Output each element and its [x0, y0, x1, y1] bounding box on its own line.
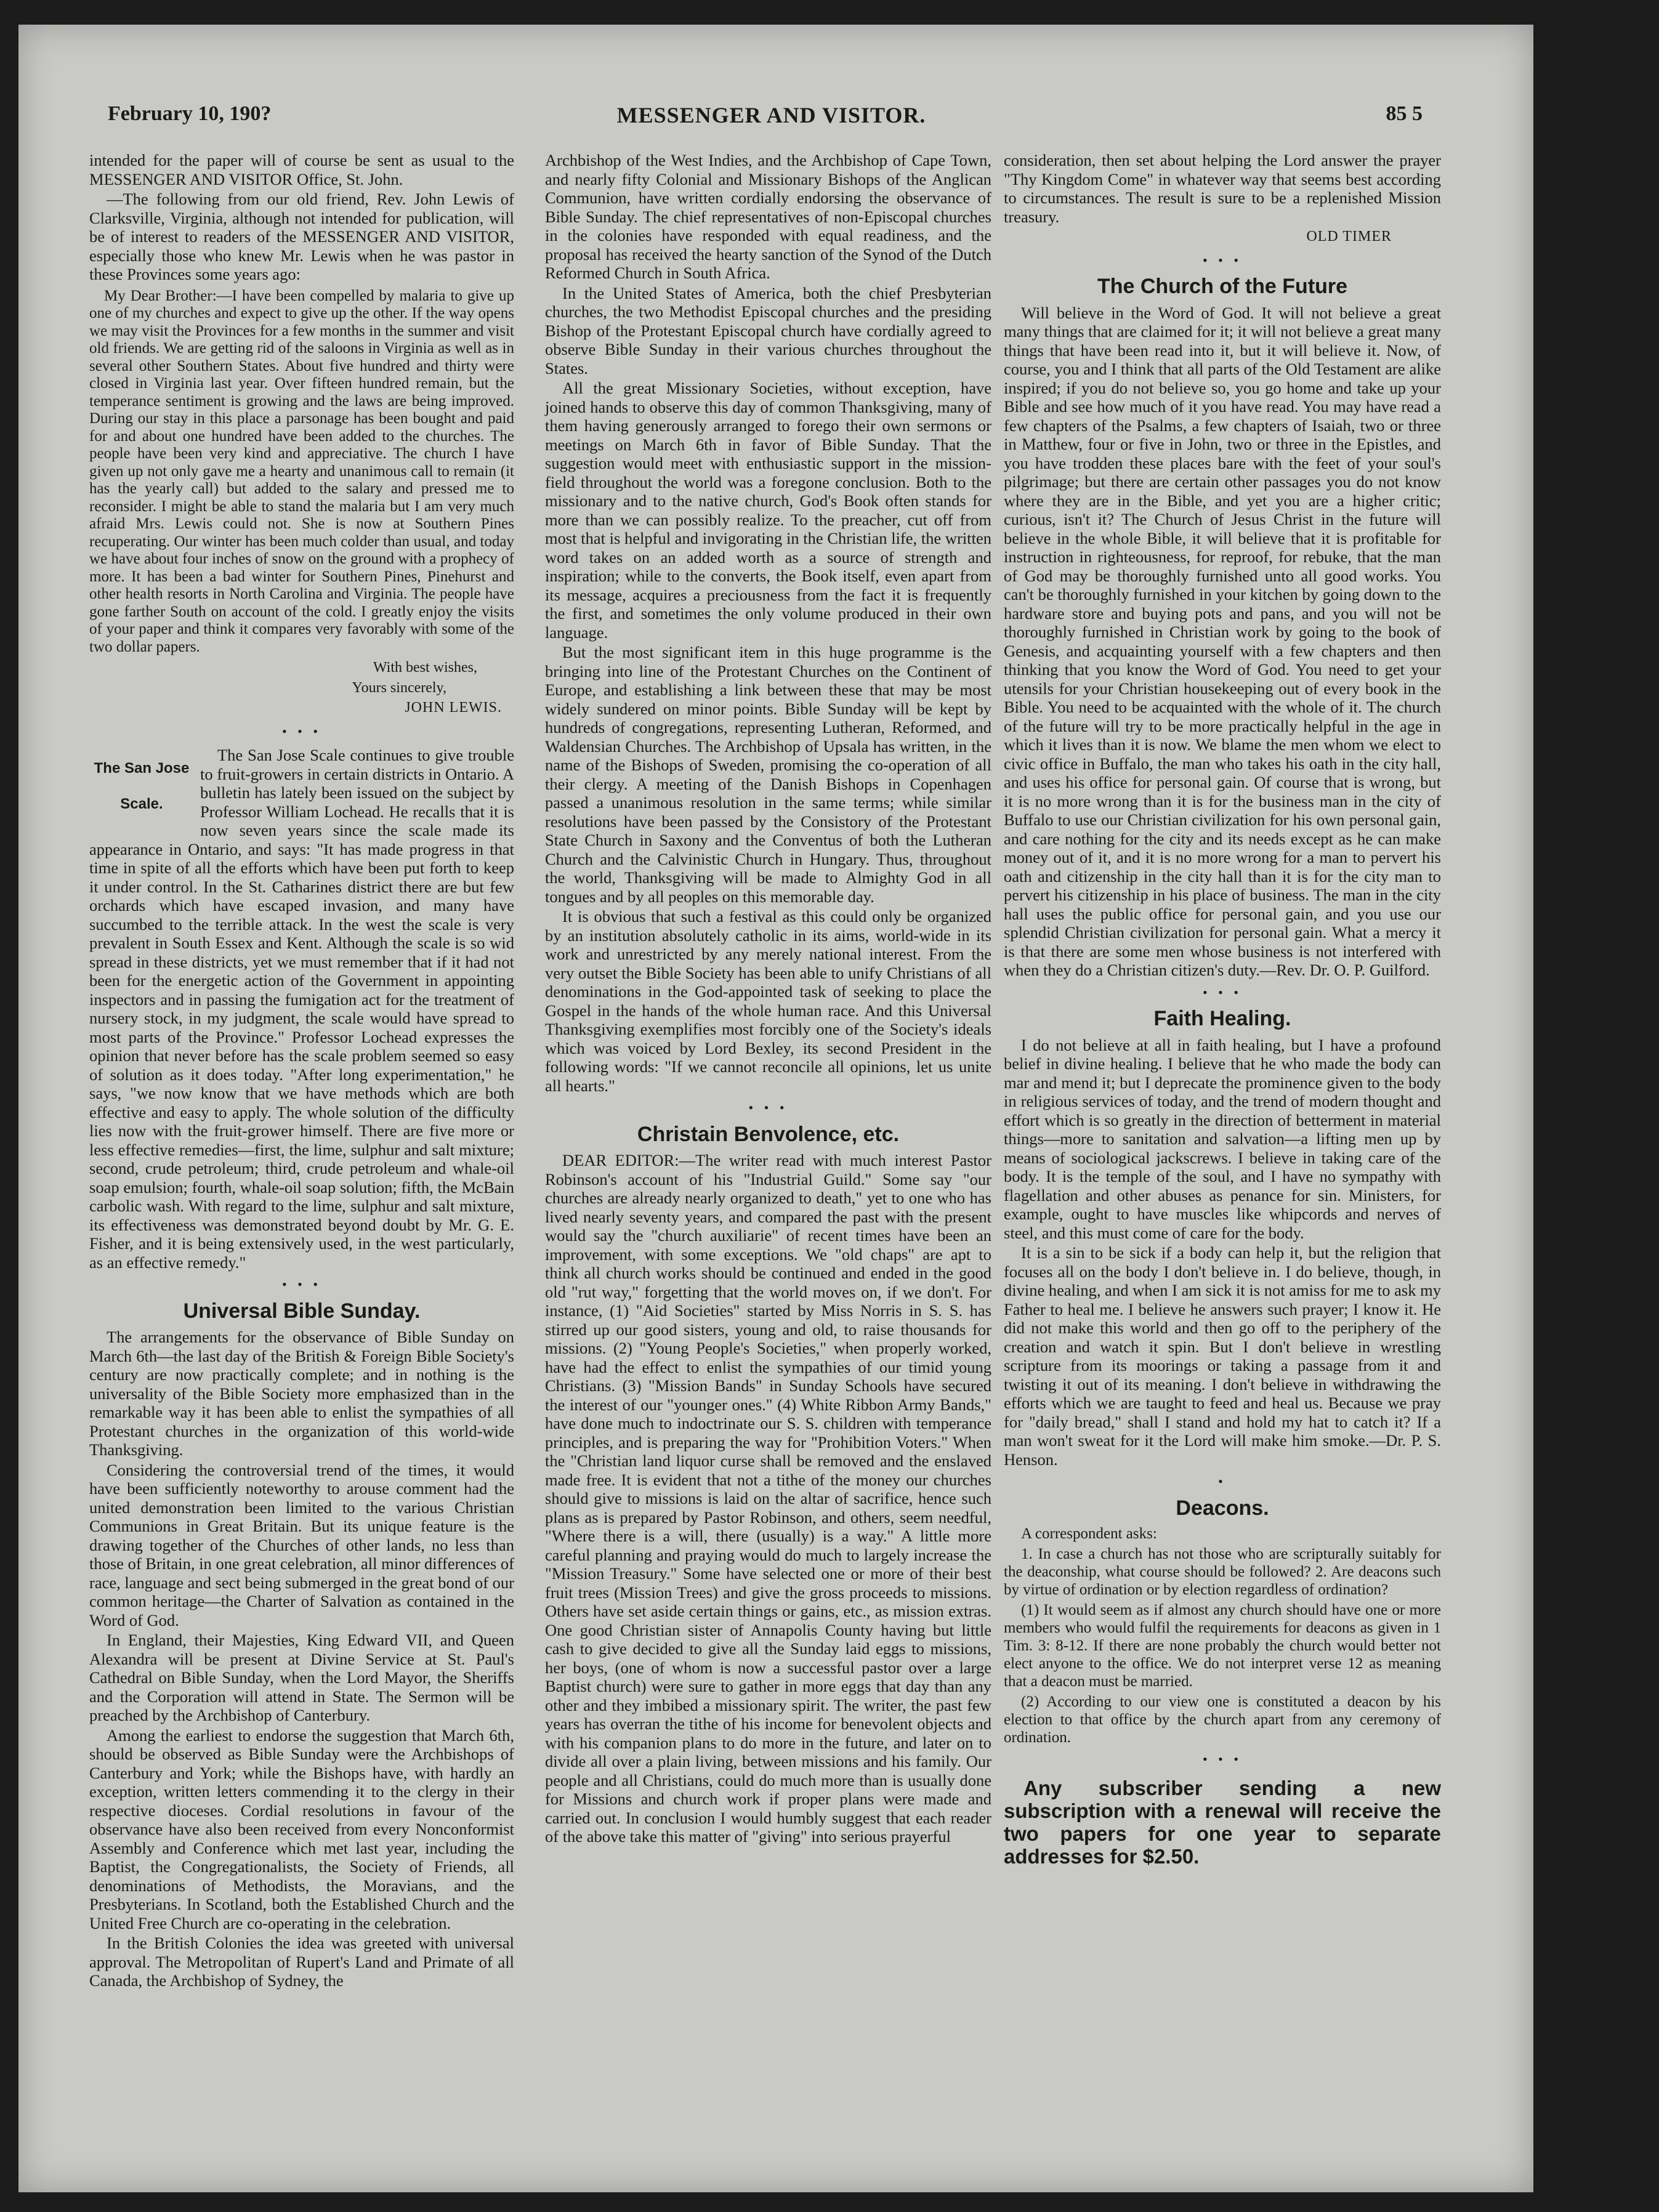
section-divider: •: [1218, 1474, 1227, 1489]
deacons-question: 1. In case a church has not those who are scripturally suitably for the deaconship, what course should be followed? 2. Are deacons such by virtue of ordination or by election regardless of ordination?: [1004, 1546, 1441, 1598]
paragraph: intended for the paper will of course be sent as usual to the MESSENGER AND VISITOR Office, St. John.: [89, 151, 514, 188]
side-heading-line: Scale.: [120, 796, 163, 812]
paragraph: In the British Colonies the idea was greeted with universal approval. The Metropolitan of Rupert's Land and Primate of all Canada, the Archbishop of Sydney, the: [89, 1934, 514, 1990]
san-jose-scale-article: The San Jose Scale continues to give trouble to fruit-growers in certain districts in Ontario. A bulletin has lately been issued on the subject by Professor William Lochead. He recalls that it is now seven years since the scale made its appearance in Ontario, and says: "It has made progress in that time in spite of all the efforts which have been put forth to keep it under control. In the St. Catharines district there are but few orchards which have escaped invasion, and many have succumbed to the terrible attack. In the west the scale is very prevalent in South Essex and Kent. Although the scale is so wid spread in these districts, yet we must remember that if it had not been for the energetic action of the Government in appointing inspectors and in passing the fumigation act for the treatment of nursery stock, in my judgment, the scale would have spread to most parts of the Province." Professor Lochead expresses the opinion that never before has the scale problem seemed so easy of solution as it does today. "After long experimentation," he says, "we now know that we have methods which are both effective and easy to apply. The whole solution of the difficulty lies now with the fruit-grower himself. There are five more or less effective remedies—first, the lime, sulphur and salt mixture; second, crude petroleum; third, crude petroleum and whale-oil soap emulsion; fourth, whale-oil soap solution; fifth, the McBain carbolic wash. With regard to the lime, sulphur and salt mixture, its effectiveness was demonstrated beyond doubt by Mr. G. E. Fisher, and it is being extensively used, in the west particularly, as an effective remedy.": [89, 746, 514, 1272]
letter-signature: JOHN LEWIS.: [405, 700, 502, 716]
paragraph: The arrangements for the observance of Bible Sunday on March 6th—the last day of the British & Foreign Bible Society's century are now practically complete; and in nothing is the universality of the Bible Society more emphasized than in the remarkable way it has been able to enlist the sympathies of all Protestant churches in the organization of this world-wide Thanksgiving.: [89, 1328, 514, 1459]
paragraph: In the United States of America, both the chief Presbyterian churches, the two Methodist Episcopal churches and the presiding Bishop of the Protestant Episcopal church have cordially agreed to observe Bible Sunday in their various churches throughout the States.: [545, 283, 991, 377]
section-divider: • • •: [1202, 1751, 1243, 1767]
paragraph: Will believe in the Word of God. It will not believe a great many things that are claimed for it; it will not believe a great many things that have been read into it, but it will believe it. Now, of course, you and I think that all parts of the Old Testament are alike inspired; if you do not believe so, you go home and take up your Bible and see how much of it you have read. You may have read a few chapters of the Psalms, a few chapters of Isaiah, two or three in Matthew, four or five in John, two or three in the Epistles, and you have trodden these places bare with the feet of your soul's pilgrimage; but there are certain other passages you do not know where they are in the Bible, and yet you are a higher critic; curious, isn't it? The Church of Jesus Christ in the future will believe in the whole Bible, it will believe that it is profitable for instruction in righteousness, for reproof, for rebuke, that the man of God may be thoroughly furnished unto all good works. You can't be thoroughly furnished in your kitchen by going down to the hardware store and buying pots and pans, and you will not be thoroughly furnished in Christian work by going to the book of Genesis, and acquainting yourself with a few chapters and then thinking that you know the Word of God. You need to get your utensils for your Christian housekeeping out of every book in the Bible. You need to be acquainted with the whole of it. The church of the future will try to be more practically helpful in the age in which it lives than it is now. We blame the men whom we elect to civic office in Buffalo, the man who takes his oath in the city hall, and uses his office for personal gain. Of course that is wrong, but it is no more wrong than it is for the business man in the city of Buffalo to use our Christian civilization for his own personal gain, and care nothing for the city and its needs except as he can make money out of it, and it is no more wrong for a man to pervert his oath and citizenship in the city hall than it is for the city man to pervert his citizenship in his place of business. The man in the city hall uses the public office for personal gain, and you use our splendid Christian civilization for personal gain. What a mercy it is that there are some men whose business is not interfered with when they do a Christian citizen's duty.—Rev. Dr. O. P. Guilford.: [1004, 303, 1441, 979]
letter-body: My Dear Brother:—I have been compelled by malaria to give up one of my churches and expect to give up the other. If the way opens we may visit the Provinces for a few months in the summer and visit old friends. We are getting rid of the saloons in Virginia as well as in several other Southern States. About five hundred and thirty were closed in Virginia last year. Over fifteen hundred remain, but the temperance sentiment is growing and the laws are being improved. During our stay in this place a parsonage has been bought and paid for and about one hundred have been added to the churches. The people have been very kind and appreciative. The church I have given up not only gave me a hearty and unanimous call to remain (it has the yearly call) but added to the salary and pressed me to reconsider. I might be able to stand the malaria but I am very much afraid Mrs. Lewis could not. She is now at Southern Pines recuperating. Our winter has been much colder than usual, and today we have about four inches of snow on the ground with a prophecy of more. It has been a bad winter for Southern Pines, Pinehurst and other health resorts in North Carolina and Virginia. The people have gone farther South on account of the cold. I greatly enjoy the visits of your paper and think it compares very favorably with some of the two dollar papers.: [89, 287, 514, 655]
christian-benevolence-heading: Christain Benvolence, etc.: [637, 1122, 900, 1146]
section-divider: • • •: [748, 1100, 788, 1115]
deacons-answer: (2) According to our view one is constituted a deacon by his election to that office by the church apart from any ceremony of ordination.: [1004, 1693, 1441, 1746]
paragraph: I do not believe at all in faith healing, but I have a profound belief in divine healing. I believe that he who made the body can mar and mend it; but I deprecate the prominence given to the body in religious services of today, and the trend of modern thought and effort which is so greatly in the direction of betterment in material things—more to sanitation and salvation—a lifting men up by means of sociological jackscrews. I believe in taking care of the body. It is the temple of the soul, and I have no sympathy with flagellation and other abuses as penance for sin. Ministers, for example, ought to have muscles like whipcords and nerves of steel, and this must come of care for the body.: [1004, 1035, 1441, 1242]
paragraph: consideration, then set about helping the Lord answer the prayer "Thy Kingdom Come" in whatever way that seems best according to circumstances. The result is sure to be a replenished Mission treasury.: [1004, 151, 1441, 226]
side-heading-line: The San Jose: [94, 760, 190, 777]
paragraph: Archbishop of the West Indies, and the Archbishop of Cape Town, and nearly fifty Colonial and Missionary Bishops of the Anglican Communion, have written cordially endorsing the observance of Bible Sunday. The chief representatives of non-Episcopal churches in the colonies have responded with equal readiness, and the proposal has received the hearty sanction of the Synod of the Dutch Reformed Church in South Africa.: [545, 151, 991, 282]
paragraph: But the most significant item in this huge programme is the bringing into line of the Protestant Churches on the Continent of Europe, and establishing a link between these that may be most widely sundered on minor points. Bible Sunday will be kept by hundreds of congregations, representing Lutheran, Reformed, and Waldensian Churches. The Archbishop of Upsala has written, in the name of the Bishops of Sweden, promising the co-operation of all their clergy. A meeting of the Danish Bishops in Copenhagen passed a unanimous resolution in the same terms; while similar resolutions have been passed by the Consistory of the Protestant State Church in Saxony and the Conventus of both the Lutheran Church and the Calvinistic Church in Hungary. Thus, throughout the world, Thanksgiving will be made to Almighty God in all tongues and by all peoples on this memorable day.: [545, 643, 991, 906]
paragraph: Among the earliest to endorse the suggestion that March 6th, should be observed as Bible Sunday were the Archbishops of Canterbury and York; while the Bishops have, with hardly an exception, written letters commending it to the clergy in their respective dioceses. Cordial resolutions in favour of the observance have also been received from every Nonconformist Assembly and Conference which met last year, including the Baptist, the Congregationalists, the Society of Friends, all denominations of Methodists, the Moravians, and the Presbyterians. In Scotland, both the Established Church and the United Free Church are co-operating in the celebration.: [89, 1726, 514, 1932]
letter-closing: Yours sincerely,: [352, 679, 446, 696]
paragraph: All the great Missionary Societies, without exception, have joined hands to observe this day of common Thanksgiving, many of them having generously arranged to forego their own sermons or meetings on March 6th in favor of Bible Sunday. That the suggestion would meet with enthusiastic support in the mission-field throughout the world was a foregone conclusion. Both to the missionary and to the native church, God's Book often stands for more than we can possibly realize. To the preacher, cut off from most that is helpful and invigorating in the Christian life, the written word takes on an added worth as a source of strength and inspiration; while to the converts, the Book itself, even apart from its message, acquires a preciousness from the fact it is frequently the first, and sometimes the only volume produced in their own language.: [545, 379, 991, 642]
deacons-heading: Deacons.: [1176, 1496, 1269, 1520]
benevolence-letter: DEAR EDITOR:—The writer read with much interest Pastor Robinson's account of his "Industrial Guild." Some say "our churches are already nearly organized to death," yet to one who has lived nearly seventy years, and compared the past with the present would say the "church auxiliarie" of recent times have been an improvement, with some exceptions. We "old chaps" are apt to think all church works should be continued and ended in the good old "rut way," forgetting that the world moves on, if we don't. For instance, (1) "Aid Societies" started by Miss Norris in S. S. has stirred up our good sisters, young and old, to raise thousands for missions. (2) "Young People's Societies," when properly worked, have had the effect to enlist the sympathies of our timid young Christians. (3) "Mission Bands" in Sunday Schools have secured the interest of our "younger ones." (4) White Ribbon Army Bands," have done much to indoctrinate our S. S. children with temperance principles, and is preparing the way for "Prohibition Voters." When the "Christian land liquor curse shall be removed and the enslaved made free. It is evident that not a tithe of the money our churches should give to missions is laid on the altar of sacrifice, hence such plans as is prepared by Pastor Robinson, and others, seem needful, "Where there is a will, there (usually) is a way." A little more careful planning and praying would do much to largely increase the "Mission Treasury." Some have selected one or more of their best fruit trees (Mission Trees) and give the gross proceeds to missions. Others have set aside certain things or gains, etc., as mission extras. One good Christian sister of Annapolis County having but little cash to give decided to give all the Sunday laid eggs to missions, her boys, (one of whom is now a successful pastor over a large Baptist church) were sure to gather in more eggs that day than any other and they imbibed a missionary spirit. The writer, the past few years has overran the tithe of his income for benevolent objects and with his companion plans to do more in the future, and later on to divide all over a plain living, between missions and his family. Our people and all Christians, could do much more than is usually done for Missions and church work if proper plans were made and carried out. In conclusion I would humbly suggest that each reader of the above take this matter of "giving" into serious prayerful: [545, 1151, 991, 1846]
masthead-title: MESSENGER AND VISITOR.: [616, 103, 926, 127]
deacons-section: [1004, 1525, 1441, 1746]
section-divider: • • •: [1202, 984, 1243, 1000]
paragraph: It is obvious that such a festival as this could only be organized by an institution absolutely catholic in its aims, world-wide in its work and unrestricted by any merely national interest. From the very outset the Bible Society has been able to unify Christians of all denominations in the God-appointed task of seeking to place the Gospel in the hands of the whole human race. And this Universal Thanksgiving exemplifies most forcibly one of the Society's ideals which was voiced by Lord Bexley, its second President in the following words: "If we cannot reconcile all opinions, let us unite all hearts.": [545, 907, 991, 1095]
column-2: [545, 151, 991, 1847]
letter-closing: With best wishes,: [373, 660, 477, 676]
subscription-advertisement: Any subscriber sending a new subscription with a renewal will receive the two papers for one year to separate addresses for $2.50.: [1004, 1776, 1441, 1868]
side-heading: [89, 751, 194, 822]
newspaper-page: [18, 25, 1533, 2192]
paragraph: It is a sin to be sick if a body can help it, but the religion that focuses all on the body I don't believe in. I do believe, though, in divine healing, and when I am sick it is not amiss for me to ask my Father to heal me. I believe he answers such prayer; I know it. He did not make this world and then go off to the periphery of the creation and watch it spin. But I don't believe in wrestling scripture from its moorings or taking a passage from it and twisting it out of its meaning. I don't believe in withdrawing the efforts which we are taught to feed and heal us. Because we pray for "daily bread," shall I stand and hold my hat to catch it? If a man won't sweat for it the Lord will make him smoke.—Dr. P. S. Henson.: [1004, 1243, 1441, 1469]
paragraph: Considering the controversial trend of the times, it would have been sufficiently noteworthy to arouse comment had the united demonstration been limited to the various Christian Communions in Great Britain. But its unique feature is the drawing together of the Churches of other lands, no less than those of Britain, in one great celebration, all minor differences of race, language and sect being submerged in the great bond of our common heritage—the Charter of Salvation as contained in the Word of God.: [89, 1460, 514, 1629]
church-of-the-future-heading: The Church of the Future: [1097, 275, 1348, 298]
paragraph: —The following from our old friend, Rev. John Lewis of Clarksville, Virginia, although not intended for publication, will be of interest to readers of the MESSENGER AND VISITOR, especially those who knew Mr. Lewis when he was pastor in these Provinces some years ago:: [89, 190, 514, 283]
deacons-answer: (1) It would seem as if almost any church should have one or more members who would fulfil the requirements for deacons as given in 1 Tim. 3: 8-12. If there are none probably the church would better not elect anyone to the office. We do not interpret verse 12 as meaning that a deacon must be married.: [1004, 1602, 1441, 1690]
page-header: [108, 80, 1435, 127]
universal-bible-sunday-heading: Universal Bible Sunday.: [183, 1299, 421, 1323]
column-1: [89, 151, 514, 1992]
section-divider: • • •: [281, 723, 322, 739]
column-3: [1004, 151, 1441, 1868]
paragraph: A correspondent asks:: [1021, 1525, 1157, 1542]
paragraph: In England, their Majesties, King Edward VII, and Queen Alexandra will be present at Divine Service at St. Paul's Cathedral on Bible Sunday, when the Lord Mayor, the Sheriffs and the Corporation will attend in State. The Sermon will be preached by the Archbishop of Canterbury.: [89, 1631, 514, 1724]
section-divider: • • •: [281, 1277, 322, 1292]
page-number: 85 5: [1386, 102, 1423, 125]
lewis-letter: [89, 288, 514, 656]
faith-healing-heading: Faith Healing.: [1153, 1007, 1291, 1030]
section-divider: • • •: [1202, 252, 1243, 268]
issue-date: February 10, 190?: [108, 102, 272, 125]
letter-signature: OLD TIMER: [1306, 228, 1392, 244]
